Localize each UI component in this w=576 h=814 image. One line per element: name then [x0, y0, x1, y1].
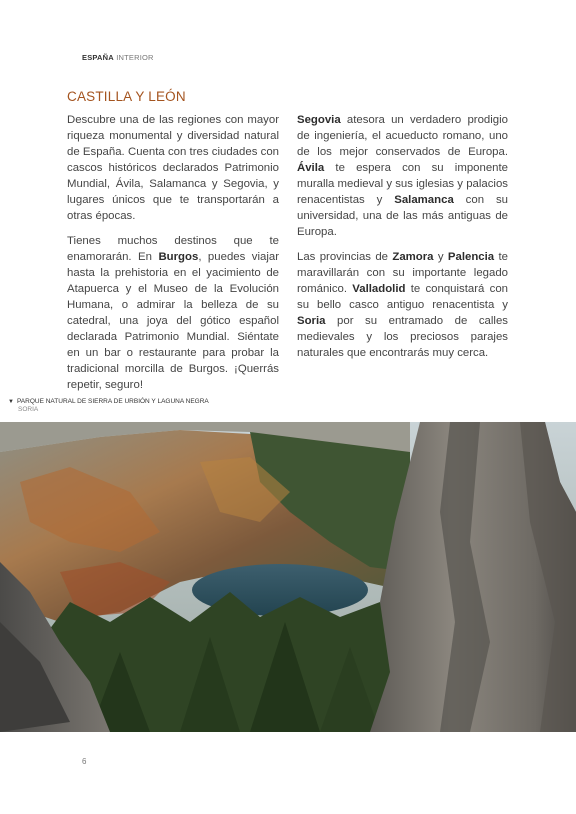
page-title: CASTILLA Y LEÓN	[67, 89, 186, 104]
paragraph: Las provincias de Zamora y Palencia te maravillarán con su importante legado románico. Valladolid te conquistará con su bello casco antiguo renacentista y Soria por su entramado de calles medievales y los preciosos parajes naturales que encontrarás muy cerca.	[297, 251, 508, 359]
highlight-avila: Ávila	[297, 162, 325, 174]
landscape-photo	[0, 422, 576, 732]
photo-caption	[8, 398, 209, 414]
caption-subtitle: SORIA	[18, 406, 39, 413]
section-header	[82, 53, 154, 62]
paragraph: Segovia atesora un verdadero prodigio de ingeniería, el acueducto romano, uno de los mejor conservados de Europa. Ávila te espera con su imponente muralla medieval y sus iglesias y palacios renacentistas y Salamanca con su universidad, una de las más antiguas de Europa.	[297, 114, 508, 238]
page-number: 6	[82, 757, 87, 766]
highlight-valladolid: Valladolid	[352, 283, 406, 295]
section-header-region: INTERIOR	[116, 53, 154, 62]
caption-title: PARQUE NATURAL DE SIERRA DE URBIÓN Y LAGUNA NEGRA	[16, 398, 209, 405]
caption-arrow-icon: ▼	[8, 399, 14, 405]
highlight-soria: Soria	[297, 315, 326, 327]
paragraph: Descubre una de las regiones con mayor riqueza monumental y diversidad natural de España. Cuenta con tres ciudades con cascos históricos declarados Patrimonio Mundial, Ávila, Salamanca y Segovia, y lugares únicos que te transportarán a otras épocas.	[67, 114, 279, 222]
text-column-right	[297, 112, 508, 370]
highlight-segovia: Segovia	[297, 114, 341, 126]
highlight-palencia: Palencia	[447, 251, 495, 263]
section-header-country: ESPAÑA	[82, 53, 114, 62]
highlight-salamanca: Salamanca	[394, 194, 454, 206]
paragraph: Tienes muchos destinos que te enamorarán. En Burgos, puedes viajar hasta la prehistoria en el yacimiento de Atapuerca y el Museo de la Evolución Humana, o admirar la belleza de su catedral, una joya del gótico español declarada Patrimonio Mundial. Siéntate en un bar o restaurante para probar la tradicional morcilla de Burgos. ¡Querrás repetir, seguro!	[67, 235, 279, 391]
highlight-burgos: Burgos	[158, 251, 199, 263]
highlight-zamora: Zamora	[392, 251, 434, 263]
text-column-left	[67, 112, 279, 402]
